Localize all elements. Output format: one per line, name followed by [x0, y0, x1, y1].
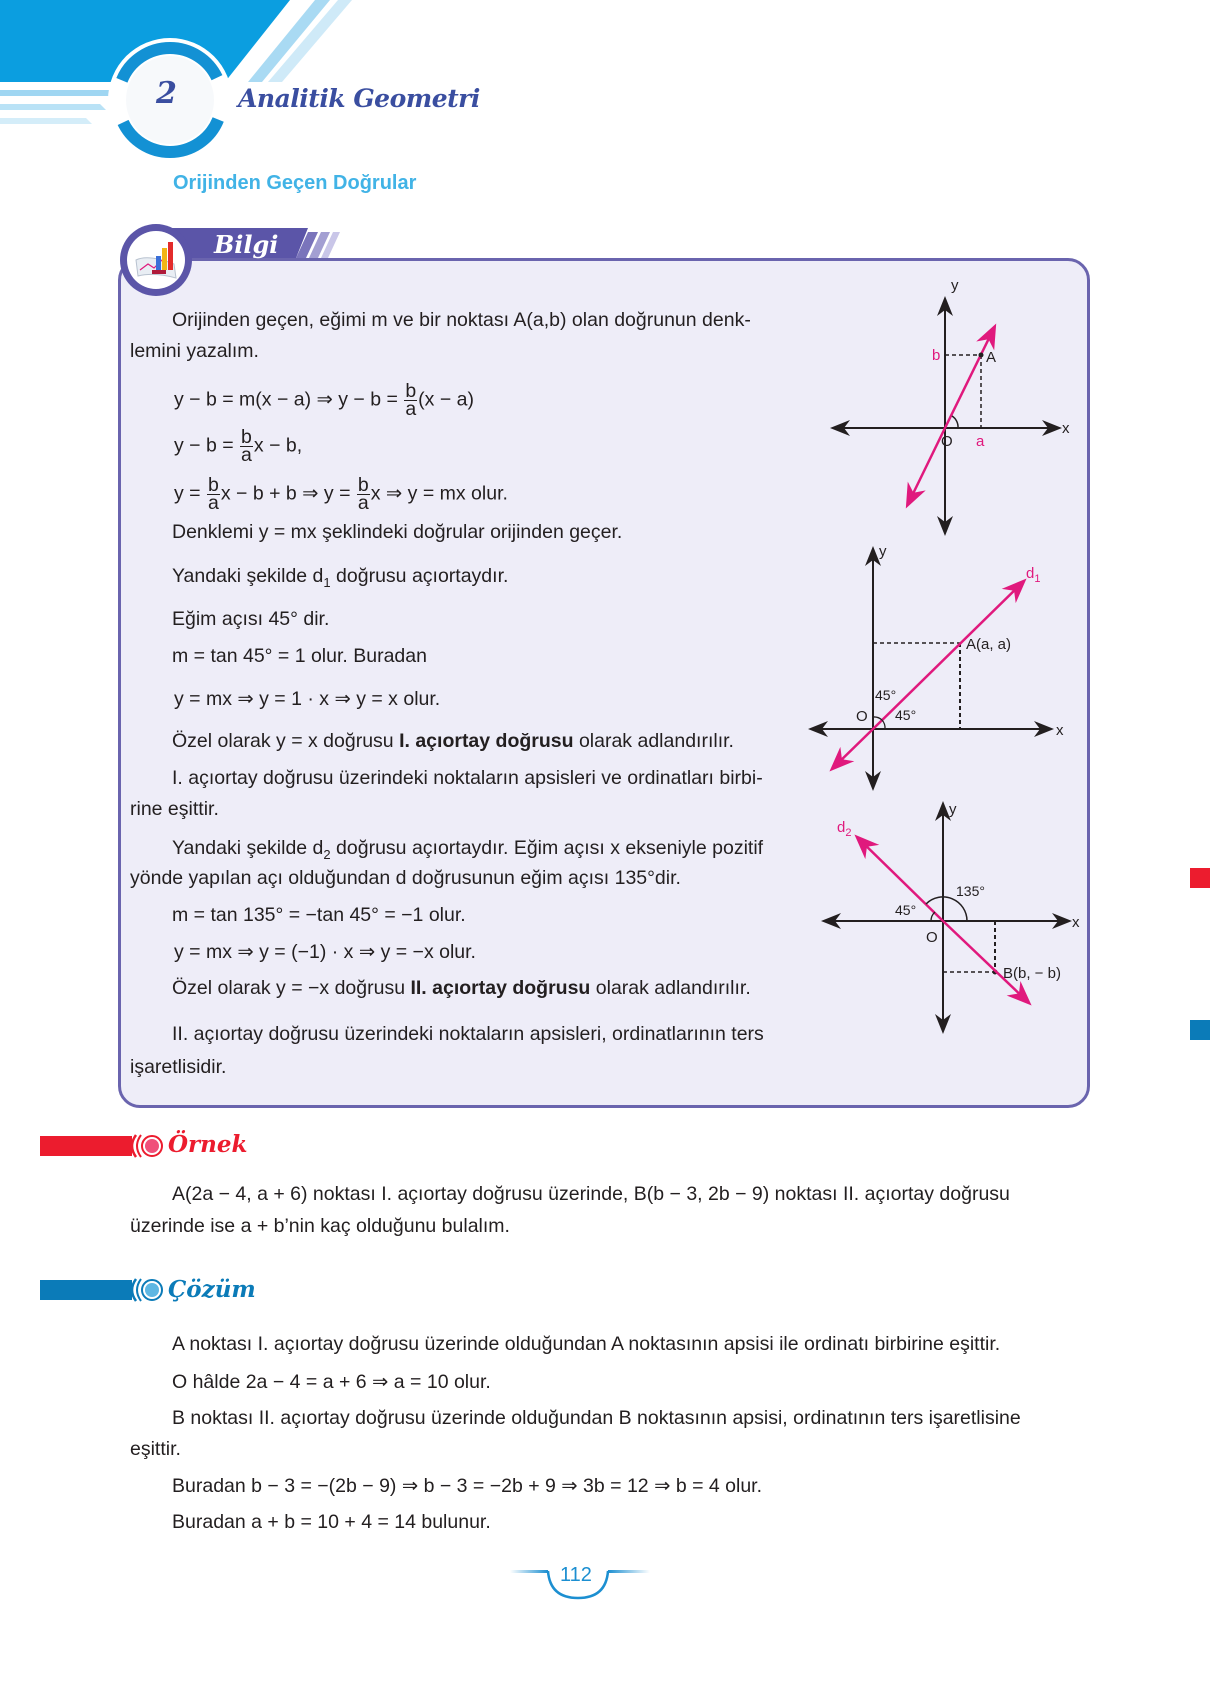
example-line-2: üzerinde ise a + b’nin kaç olduğunu bulalım. — [130, 1215, 510, 1237]
info-paragraph-10: m = tan 135° = −tan 45° = −1 olur. — [172, 904, 466, 926]
page-number: 112 — [560, 1564, 592, 1586]
y-axis-label: y — [951, 280, 959, 294]
solution-line-1: A noktası I. açıortay doğrusu üzerinde olduğundan A noktasının apsisi ile ordinatı birbirine eşittir. — [172, 1333, 1001, 1355]
svg-text:x: x — [1072, 914, 1080, 931]
svg-text:d2: $d_2$ — [837, 819, 852, 839]
eq1-left: y − b = m(x − a) ⇒ y − b = — [174, 388, 404, 411]
svg-text:y: y — [879, 543, 887, 560]
info-paragraph-2: Denklemi y = mx şeklindeki doğrular orijinden geçer. — [172, 521, 623, 543]
info-paragraph-7: Özel olarak y = x doğrusu I. açıortay doğrusu olarak adlandırılır. — [172, 730, 734, 752]
figure-line-through-origin — [820, 280, 1100, 540]
info-label: Bilgi — [214, 230, 279, 259]
info-paragraph-6: y = mx ⇒ y = 1 · x ⇒ y = x olur. — [174, 688, 441, 710]
example-label: Örnek — [168, 1131, 248, 1158]
solution-line-3: B noktası II. açıortay doğrusu üzerinde olduğundan B noktasının apsisi, ordinatının ters işaretlisine — [172, 1407, 1021, 1429]
x-axis-label: x — [1062, 420, 1070, 437]
origin-label: O — [941, 433, 953, 450]
info-paragraph-11: y = mx ⇒ y = (−1) · x ⇒ y = −x olur. — [174, 941, 476, 963]
fraction-b-over-a: $\frac{b}{a}$ — [241, 426, 252, 466]
info-paragraph-13a: II. açıortay doğrusu üzerindeki noktaların apsisleri, ordinatlarının ters — [172, 1023, 764, 1045]
chapter-title: Analitik Geometri — [238, 84, 480, 113]
fraction-b-over-a: $\frac{b}{a}$ — [405, 380, 417, 420]
solution-line-6: Buradan a + b = 10 + 4 = 14 bulunur. — [172, 1511, 491, 1533]
svg-text:B(b, − b): B(b, − b) — [1003, 965, 1061, 982]
svg-text:d1: $d_1$ — [1026, 565, 1041, 585]
info-paragraph-5: m = tan 45° = 1 olur. Buradan — [172, 645, 427, 667]
info-paragraph-1a: Orijinden geçen, eğimi m ve bir noktası A(a,b) olan doğrunun denk- — [172, 309, 751, 331]
solution-line-2: O hâlde 2a − 4 = a + 6 ⇒ a = 10 olur. — [172, 1371, 491, 1393]
info-paragraph-8b: rine eşittir. — [130, 798, 219, 820]
figure-first-bisector — [800, 540, 1100, 795]
svg-text:y: y — [949, 801, 957, 818]
solution-line-4: eşittir. — [130, 1438, 181, 1460]
info-paragraph-3: Yandaki şekilde $d_1$ doğrusu açıortaydır. — [172, 565, 509, 590]
svg-text:45°: 45° — [875, 687, 897, 703]
svg-text:O: O — [856, 708, 868, 725]
side-tab-blue — [1190, 1020, 1210, 1040]
solution-label: Çözüm — [168, 1276, 256, 1303]
equation-1 — [174, 380, 474, 420]
solution-banner — [40, 1276, 170, 1308]
section-title: Orijinden Geçen Doğrular — [173, 172, 417, 194]
fraction-b-over-a: $\frac{b}{a}$ — [207, 474, 219, 514]
info-paragraph-8a: I. açıortay doğrusu üzerindeki noktaların apsisleri ve ordinatları birbi- — [172, 767, 763, 789]
solution-line-5: Buradan b − 3 = −(2b − 9) ⇒ b − 3 = −2b + 9 ⇒ 3b = 12 ⇒ b = 4 olur. — [172, 1475, 763, 1497]
chart-icon — [134, 238, 180, 282]
svg-text:135°: 135° — [956, 883, 985, 899]
info-paragraph-12: Özel olarak y = −x doğrusu II. açıortay doğrusu olarak adlandırılır. — [172, 977, 751, 999]
equation-3: y = $\frac{b}{a}$ x − b + b ⇒ y = $\frac{b}{a}$ x ⇒ y = mx olur. — [174, 474, 508, 514]
svg-text:O: O — [926, 929, 938, 946]
svg-text:45°: 45° — [895, 902, 917, 918]
figure-second-bisector — [800, 790, 1100, 1040]
svg-text:x: x — [1056, 722, 1064, 739]
info-paragraph-13b: işaretlisidir. — [130, 1056, 227, 1078]
example-line-1: A(2a − 4, a + 6) noktası I. açıortay doğrusu üzerinde, B(b − 3, 2b − 9) noktası II. açıortay doğrusu — [172, 1183, 1010, 1205]
info-paragraph-9: Yandaki şekilde $d_2$ doğrusu açıortaydır. Eğim açısı x ekseniyle pozitif — [172, 837, 764, 862]
a-label: a — [976, 433, 985, 450]
svg-text:A(a, a): A(a, a) — [966, 636, 1012, 653]
info-paragraph-1b: lemini yazalım. — [130, 340, 259, 362]
chapter-number: 2 — [156, 76, 177, 111]
example-banner — [40, 1132, 170, 1164]
side-tab-red — [1190, 868, 1210, 888]
info-paragraph-9c: yönde yapılan açı olduğundan d doğrusunun eğim açısı 135°dir. — [130, 867, 681, 889]
eq1-right: (x − a) — [418, 388, 474, 411]
fraction-b-over-a: $\frac{b}{a}$ — [357, 474, 369, 514]
point-a-label: A — [986, 349, 997, 366]
svg-text:45°: 45° — [895, 707, 917, 723]
b-label: b — [932, 347, 941, 364]
equation-2: y − b = $\frac{b}{a}$ x − b, — [174, 426, 303, 466]
info-paragraph-4: Eğim açısı 45° dir. — [172, 608, 330, 630]
